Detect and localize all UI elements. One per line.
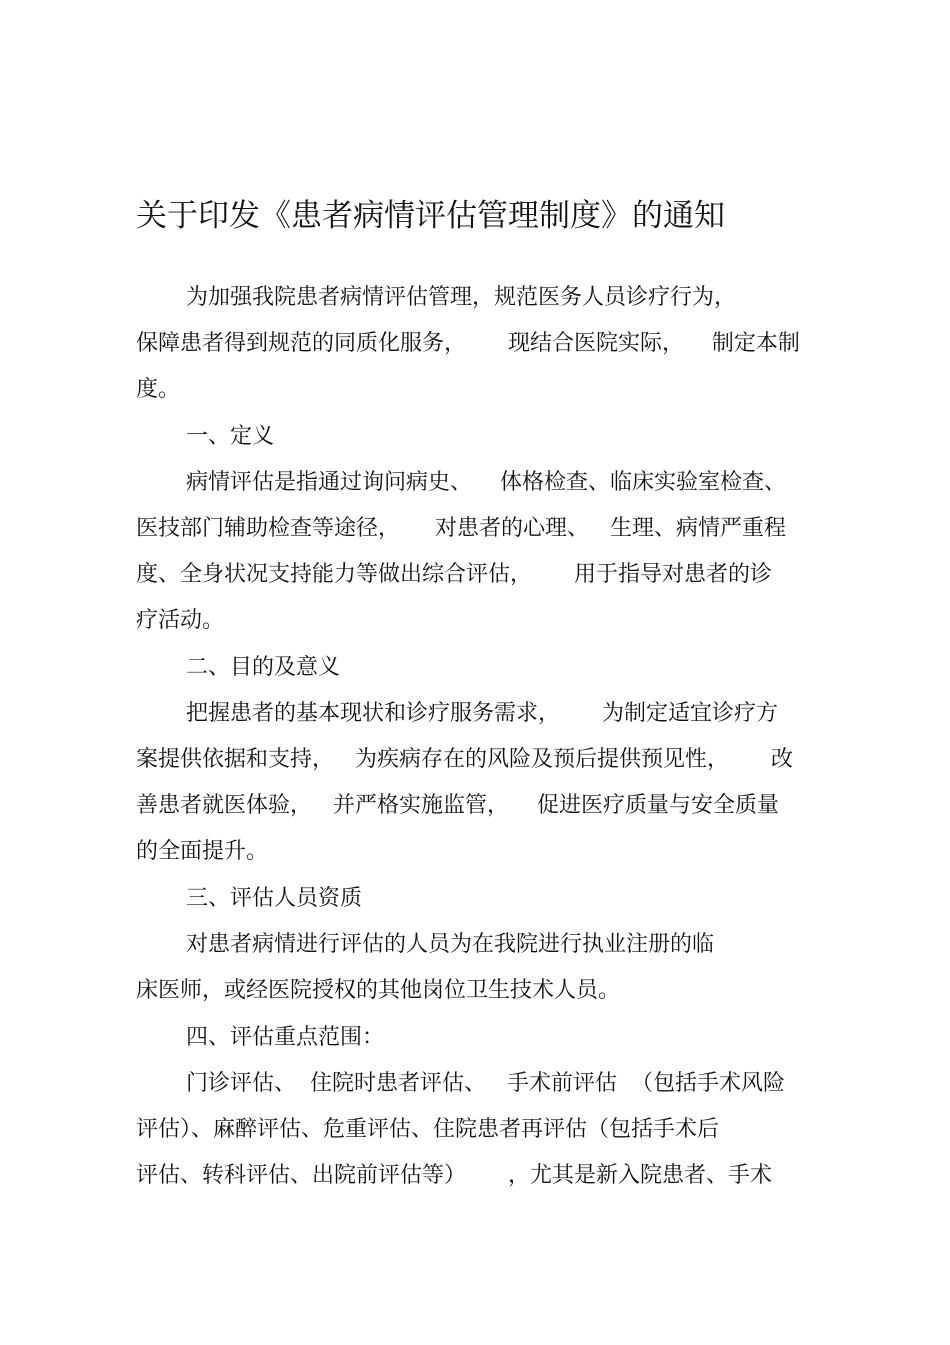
body-line-16: 床医师，或经医院授权的其他岗位卫生技术人员。 bbox=[136, 978, 621, 1003]
section-heading-definition: 一、定义 bbox=[186, 424, 275, 449]
body-line-15: 对患者病情进行评估的人员为在我院进行执业注册的临 bbox=[186, 932, 715, 957]
body-line-10: 把握患者的基本现状和诊疗服务需求， 为制定适宜诊疗方 bbox=[186, 701, 778, 726]
body-line-5: 病情评估是指通过询问病史、 体格检查、临床实验室检查、 bbox=[186, 470, 786, 495]
body-line-19: 评估）、麻醉评估、危重评估、住院患者再评估（包括手术后 bbox=[136, 1117, 720, 1142]
body-line-2: 保障患者得到规范的同质化服务， 现结合医院实际， 制定本制 bbox=[136, 331, 800, 356]
body-line-13: 的全面提升。 bbox=[136, 839, 269, 864]
body-line-12: 善患者就医体验， 并严格实施监管， 促进医疗质量与安全质量 bbox=[136, 793, 779, 818]
document-title: 关于印发《患者病情评估管理制度》的通知 bbox=[136, 198, 725, 234]
section-heading-qualification: 三、评估人员资质 bbox=[186, 886, 363, 911]
body-line-7: 度、全身状况支持能力等做出综合评估， 用于指导对患者的诊 bbox=[136, 562, 772, 587]
body-line-8: 疗活动。 bbox=[136, 608, 225, 633]
body-line-6: 医技部门辅助检查等途径， 对患者的心理、 生理、病情严重程 bbox=[136, 516, 786, 541]
body-line-20: 评估、转科评估、出院前评估等） ，尤其是新入院患者、手术 bbox=[136, 1163, 772, 1188]
body-line-18: 门诊评估、 住院时患者评估、 手术前评估 （包括手术风险 bbox=[186, 1071, 785, 1096]
body-line-3: 度。 bbox=[136, 377, 181, 402]
body-line-1: 为加强我院患者病情评估管理，规范医务人员诊疗行为， bbox=[186, 285, 737, 310]
body-line-11: 案提供依据和支持， 为疾病存在的风险及预后提供预见性， 改 bbox=[136, 747, 793, 772]
section-heading-purpose: 二、目的及意义 bbox=[186, 655, 341, 680]
section-heading-scope: 四、评估重点范围： bbox=[186, 1025, 385, 1050]
